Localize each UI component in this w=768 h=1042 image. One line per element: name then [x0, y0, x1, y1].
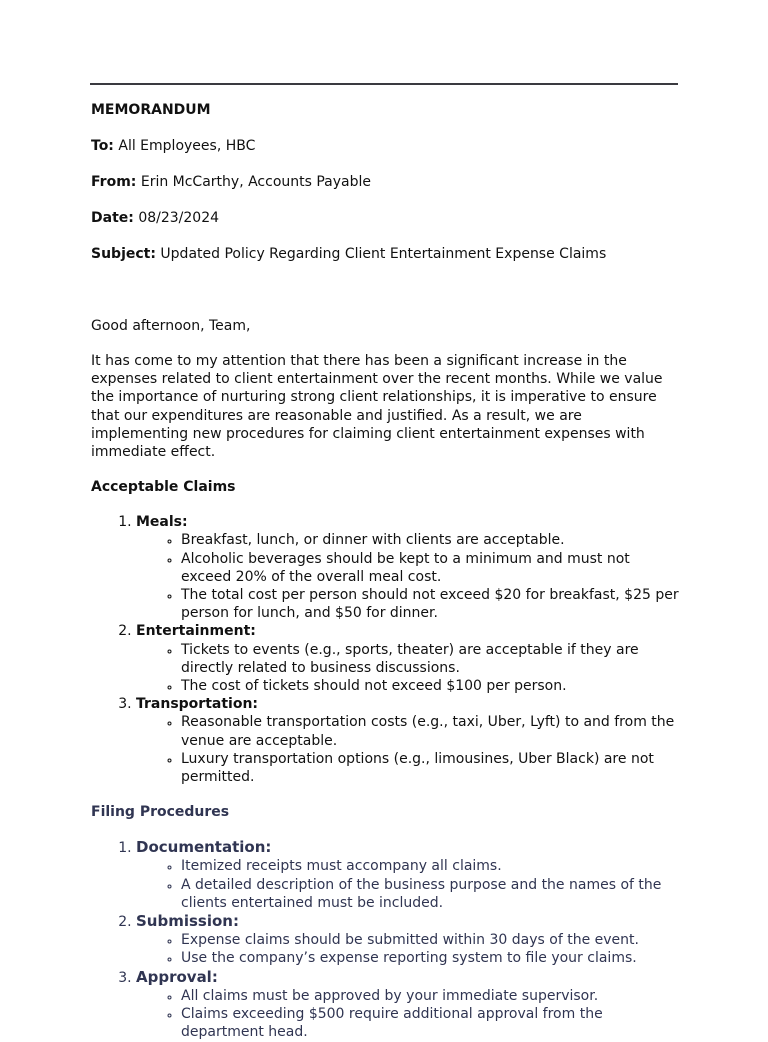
item-title: Documentation:	[136, 838, 272, 857]
memo-body	[91, 100, 681, 1042]
sub-list-item: ◦ Luxury transportation options (e.g., limousines, Uber Black) are not permitted.	[181, 750, 681, 786]
date-value: 08/23/2024	[138, 210, 220, 226]
memo-heading: MEMORANDUM	[91, 102, 211, 118]
sub-list-item: ◦ Alcoholic beverages should be kept to a minimum and must not exceed 20% of the overall meal cost.	[181, 550, 681, 586]
intro-paragraph: It has come to my attention that there has been a significant increase in the expenses related to client entertainment over the recent months. While we value the importance of nurturing strong client relationships, it is imperative to ensure that our expenditures are reasonable and justified. As a result, we are implementing new procedures for claiming client entertainment expenses with immediate effect.	[91, 353, 663, 461]
sub-list-item: ◦ Claims exceeding $500 require additional approval from the department head.	[181, 1005, 681, 1041]
sub-list-item: ◦ Reasonable transportation costs (e.g., taxi, Uber, Lyft) to and from the venue are acceptable.	[181, 713, 681, 749]
item-title: Approval:	[136, 967, 218, 986]
acceptable-claims-heading: Acceptable Claims	[91, 479, 236, 496]
sub-list-item: ◦ Expense claims should be submitted within 30 days of the event.	[181, 931, 681, 949]
from-label: From:	[91, 174, 137, 190]
list-item	[136, 622, 681, 695]
sub-list	[136, 641, 681, 696]
sub-list-item: ◦ Itemized receipts must accompany all claims.	[181, 857, 681, 875]
sub-list	[136, 987, 681, 1042]
from-field	[91, 172, 681, 192]
subject-label: Subject:	[91, 246, 156, 262]
list-item	[136, 838, 681, 912]
item-title: Transportation:	[136, 696, 259, 713]
filing-procedures-heading: Filing Procedures	[91, 804, 230, 821]
item-title: Submission:	[136, 912, 239, 931]
header-rule	[90, 83, 678, 85]
sub-list	[136, 713, 681, 786]
sub-list-item: ◦ Use the company’s expense reporting system to file your claims.	[181, 949, 681, 967]
filing-procedures-list	[91, 838, 681, 1041]
from-value: Erin McCarthy, Accounts Payable	[140, 174, 372, 190]
sub-list-item: ◦ The total cost per person should not exceed $20 for breakfast, $25 per person for lunch, and $50 for dinner.	[181, 586, 681, 622]
date-label: Date:	[91, 210, 134, 226]
to-value: All Employees, HBC	[118, 138, 256, 154]
subject-field	[91, 244, 681, 264]
to-label: To:	[91, 138, 114, 154]
sub-list-item: ◦ A detailed description of the business purpose and the names of the clients entertained must be included.	[181, 876, 681, 912]
sub-list	[136, 531, 681, 622]
filing-section	[91, 802, 681, 1041]
acceptable-claims-list	[91, 513, 681, 786]
date-field	[91, 208, 681, 228]
list-item	[136, 912, 681, 968]
list-item	[136, 968, 681, 1042]
sub-list-item: ◦ The cost of tickets should not exceed $100 per person.	[181, 677, 681, 695]
sub-list	[136, 857, 681, 912]
item-title: Meals:	[136, 514, 188, 531]
list-item	[136, 695, 681, 786]
item-title: Entertainment:	[136, 623, 256, 640]
to-field	[91, 136, 681, 156]
sub-list	[136, 931, 681, 967]
subject-value: Updated Policy Regarding Client Entertainment Expense Claims	[160, 246, 607, 262]
sub-list-item: ◦ Tickets to events (e.g., sports, theater) are acceptable if they are directly related to business discussions.	[181, 641, 681, 677]
sub-list-item: ◦ Breakfast, lunch, or dinner with clients are acceptable.	[181, 531, 681, 549]
list-item	[136, 513, 681, 622]
greeting: Good afternoon, Team,	[91, 318, 251, 334]
sub-list-item: ◦ All claims must be approved by your immediate supervisor.	[181, 987, 681, 1005]
